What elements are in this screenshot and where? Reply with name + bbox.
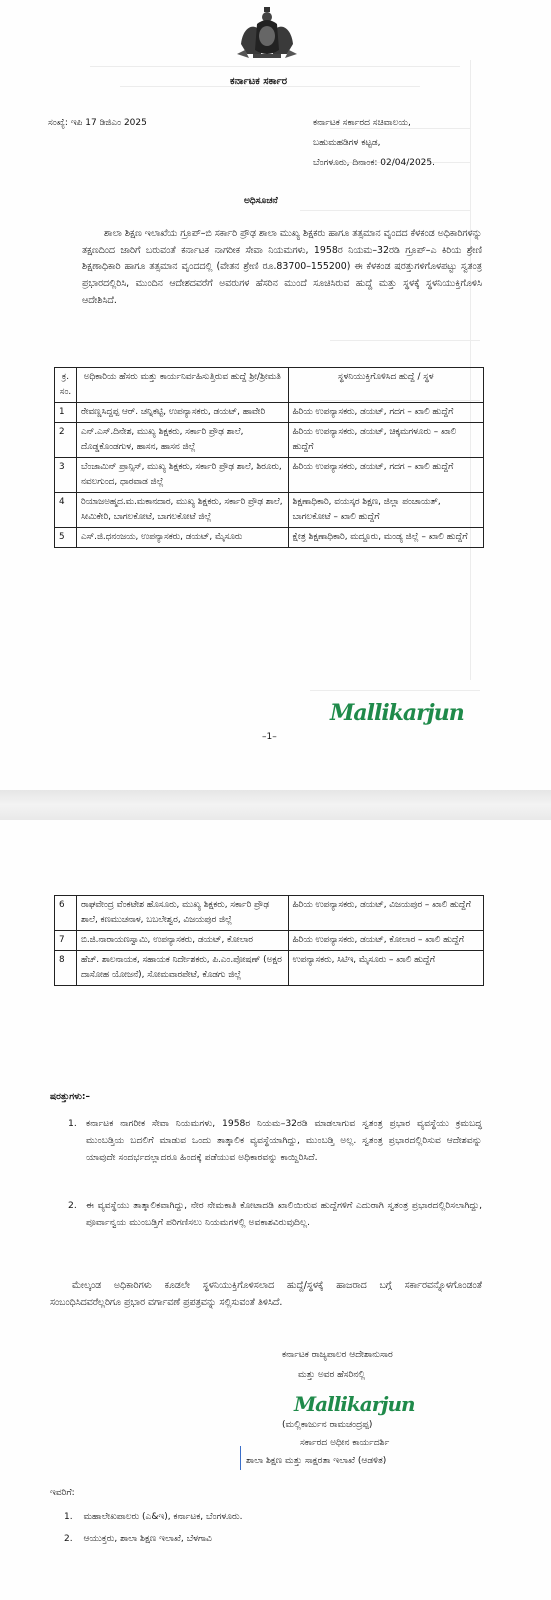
posting-cell: ಉಪನ್ಯಾಸಕರು, ಸಿಟಿಇ, ಮೈಸೂರು – ಖಾಲಿ ಹುದ್ದೆಗೆ [288,951,484,986]
table-row [55,896,484,931]
table-row [55,951,484,986]
condition-item [68,1116,482,1166]
posting-table-continued [54,895,484,986]
office-address-date: ಬೆಂಗಳೂರು, ದಿನಾಂಕ: 02/04/2025. [313,158,435,168]
conditions-heading: ಷರತ್ತುಗಳು:– [50,1092,90,1102]
signature-handwritten: Mallikarjun [330,700,464,726]
document-page-1 [0,0,551,790]
order-number: ಸಂಖ್ಯೆ: ಇಪಿ 17 ಡಿಜಿಎಂ 2025 [48,118,147,128]
notification-body: ಶಾಲಾ ಶಿಕ್ಷಣ ಇಲಾಖೆಯ ಗ್ರೂಪ್–ಬಿ ಸರ್ಕಾರಿ ಪ್ರೌಢ ಶಾಲಾ ಮುಖ್ಯ ಶಿಕ್ಷಕರು ಹಾಗೂ ತತ್ಸಮಾನ ವೃಂದದ ಕೆಳಕಂಡ ಅಧಿಕಾರಿಗಳನ್ನು ತಕ್ಷಣದಿಂದ ಜಾರಿಗೆ ಬರುವಂತೆ ಕರ್ನಾಟಕ ನಾಗರೀಕ ಸೇವಾ ನಿಯಮಗಳು, 1958ರ ನಿಯಮ–32ರಡಿ ಗ್ರೂಪ್–ಎ ಕಿರಿಯ ಶ್ರೇಣಿ ಶಿಕ್ಷಣಾಧಿಕಾರಿ ಹಾಗೂ ತತ್ಸಮಾನ ವೃಂದದಲ್ಲಿ (ವೇತನ ಶ್ರೇಣಿ ರೂ.83700–155200) ಈ ಕೆಳಕಂಡ ಷರತ್ತುಗಳಿಗೊಳಪಟ್ಟು ಸ್ವತಂತ್ರ ಪ್ರಭಾರದಲ್ಲಿರಿಸಿ, ಮುಂದಿನ ಆದೇಶದವರೆಗೆ ಅವರುಗಳ ಹೆಸರಿನ ಮುಂದೆ ಸೂಚಿಸಿರುವ ಹುದ್ದೆ ಮತ್ತು ಸ್ಥಳಕ್ಕೆ ಸ್ಥಳನಿಯುಕ್ತಿಗೊಳಿಸಿ ಆದೇಶಿಸಿದೆ. [82,228,482,306]
margin-mark [240,1446,241,1470]
condition-number: 1. [68,1118,77,1129]
table-row [55,458,484,493]
document-page-2 [0,820,551,1600]
condition-number: 2. [68,1200,77,1211]
recipient-item [64,1534,212,1544]
closing-paragraph: ಮೇಲ್ಕಂಡ ಅಧಿಕಾರಿಗಳು ಕೂಡಲೇ ಸ್ಥಳನಿಯುಕ್ತಿಗೊಳಿಸಲಾದ ಹುದ್ದೆ/ಸ್ಥಳಕ್ಕೆ ಹಾಜರಾದ ಬಗ್ಗೆ ಸರ್ಕಾರವನ್ನೊಳಗೊಂಡಂತೆ ಸಂಬಂಧಿಸಿದವರೆಲ್ಲರಿಗೂ ಪ್ರಭಾರ ವರ್ಗಾವಣೆ ಪ್ರಪತ್ರವನ್ನು ಸಲ್ಲಿಸುವಂತೆ ತಿಳಿಸಿದೆ. [50,1280,482,1308]
authority-line2: ಮತ್ತು ಅವರ ಹೆಸರಿನಲ್ಲಿ [298,1370,366,1380]
table-row [55,423,484,458]
recipient-number: 2. [64,1534,73,1544]
signatory-name: (ಮಲ್ಲಿಕಾರ್ಜುನ ರಾಮಚಂದ್ರಪ್ಪ) [282,1420,373,1430]
posting-table [54,367,484,548]
office-address-line2: ಬಹುಮಹಡಿಗಳ ಕಟ್ಟಡ, [313,138,381,148]
condition-text: ಈ ವ್ಯವಸ್ಥೆಯು ತಾತ್ಕಾಲಿಕವಾಗಿದ್ದು, ನೇರ ನೇಮಕಾತಿ ಕೋಟಾದಡಿ ಖಾಲಿಯಿರುವ ಹುದ್ದೆಗಳಿಗೆ ಎದುರಾಗಿ ಸ್ವತಂತ್ರ ಪ್ರಭಾರದಲ್ಲಿರಿಸಲಾಗಿದ್ದು, ಪೂರ್ವಾನ್ವಯ ಮುಂಬಡ್ತಿಗೆ ಪರಿಗಣಿಸಲು ನಿಯಮಗಳಲ್ಲಿ ಅವಕಾಶವಿರುವುದಿಲ್ಲ. [86,1200,482,1228]
recipients-heading: ಇವರಿಗೆ: [50,1488,75,1498]
page-number: –1– [262,732,277,742]
posting-cell: ಹಿರಿಯ ಉಪನ್ಯಾಸಕರು, ಡಯಟ್, ಕೋಲಾರ – ಖಾಲಿ ಹುದ್ದೆಗೆ [288,931,484,951]
row-number: 2 [55,423,77,458]
officer-cell: ರೇವಣ್ಣಸಿದ್ದಪ್ಪ ಆರ್. ಚನ್ನಿಕಟ್ಟಿ, ಉಪನ್ಯಾಸಕರು, ಡಯಟ್, ಹಾವೇರಿ [76,403,288,423]
officer-cell: ಬೆಂಜಾಮಿನ್ ಪ್ರಾನ್ಸಿಸ್, ಮುಖ್ಯ ಶಿಕ್ಷಕರು, ಸರ್ಕಾರಿ ಪ್ರೌಢ ಶಾಲೆ, ಶಿರೂರು, ನವಲಗುಂದ, ಧಾರವಾಡ ಜಿಲ್ಲೆ [76,458,288,493]
column-header-posting: ಸ್ಥಳನಿಯುಕ್ತಿಗೊಳಿಸಿದ ಹುದ್ದೆ / ಸ್ಥಳ [288,368,483,403]
officer-cell: ಎನ್.ಎಸ್.ದಿನೇಶ, ಮುಖ್ಯ ಶಿಕ್ಷಕರು, ಸರ್ಕಾರಿ ಪ್ರೌಢ ಶಾಲೆ, ದೊಡ್ಡಕೊಂಡಗುಳ, ಹಾಸನ, ಹಾಸನ ಜಿಲ್ಲೆ [76,423,288,458]
table-row [55,931,484,951]
recipient-item [64,1512,242,1522]
table-header-row [55,368,484,403]
posting-cell: ಹಿರಿಯ ಉಪನ್ಯಾಸಕರು, ಡಯಟ್, ವಿಜಯಪುರ – ಖಾಲಿ ಹುದ್ದೆಗೆ [288,896,484,931]
signatory-designation: ಸರ್ಕಾರದ ಅಧೀನ ಕಾರ್ಯದರ್ಶಿ [300,1438,390,1448]
condition-item [68,1198,482,1232]
posting-cell: ಕ್ಷೇತ್ರ ಶಿಕ್ಷಣಾಧಿಕಾರಿ, ಮದ್ದೂರು, ಮಂಡ್ಯ ಜಿಲ್ಲೆ – ಖಾಲಿ ಹುದ್ದೆಗೆ [288,528,483,548]
authority-line1: ಕರ್ನಾಟಕ ರಾಜ್ಯಪಾಲರ ಆದೇಶಾನುಸಾರ [282,1350,393,1360]
office-address-line1: ಕರ್ನಾಟಕ ಸರ್ಕಾರದ ಸಚಿವಾಲಯ, [313,118,411,128]
posting-cell: ಶಿಕ್ಷಣಾಧಿಕಾರಿ, ವಯಸ್ಕರ ಶಿಕ್ಷಣ, ಜಿಲ್ಲಾ ಪಂಚಾಯತ್, ಬಾಗಲಕೋಟೆ – ಖಾಲಿ ಹುದ್ದೆಗೆ [288,493,483,528]
posting-cell: ಹಿರಿಯ ಉಪನ್ಯಾಸಕರು, ಡಯಟ್, ಚಿಕ್ಕಮಗಳೂರು – ಖಾಲಿ ಹುದ್ದೆಗೆ [288,423,483,458]
column-header-no: ಕ್ರ. ಸಂ. [55,368,77,403]
recipient-number: 1. [64,1512,73,1522]
signatory-department: ಶಾಲಾ ಶಿಕ್ಷಣ ಮತ್ತು ಸಾಕ್ಷರತಾ ಇಲಾಖೆ (ಆಡಳಿತ) [246,1456,387,1466]
page-separator [0,790,551,820]
officer-cell: ಎಸ್.ಜಿ.ಧನಂಜಯ, ಉಪನ್ಯಾಸಕರು, ಡಯಟ್, ಮೈಸೂರು [76,528,288,548]
signature-handwritten: Mallikarjun [294,1392,415,1416]
posting-cell: ಹಿರಿಯ ಉಪನ್ಯಾಸಕರು, ಡಯಟ್, ಗದಗ – ಖಾಲಿ ಹುದ್ದೆಗೆ [288,458,483,493]
recipient-text: ಮಹಾಲೇಖಪಾಲರು (ಎ&ಇ), ಕರ್ನಾಟಕ, ಬೆಂಗಳೂರು. [83,1512,243,1522]
table-row [55,403,484,423]
government-title: ಕರ್ನಾಟಕ ಸರ್ಕಾರ [230,76,288,87]
row-number: 8 [55,951,77,986]
officer-cell: ಬಿ.ಜಿ.ನಾರಾಯಣಸ್ವಾಮಿ, ಉಪನ್ಯಾಸಕರು, ಡಯಟ್, ಕೋಲಾರ [76,931,288,951]
table-row [55,493,484,528]
officer-cell: ರಿಯಾಜಅಹ್ಮದ.ಮ.ಮಕಾನದಾರ, ಮುಖ್ಯ ಶಿಕ್ಷಕರು, ಸರ್ಕಾರಿ ಪ್ರೌಢ ಶಾಲೆ, ಸೀಮಿಕೇರಿ, ಬಾಗಲಕೋಟೆ, ಬಾಗಲಕೋಟೆ ಜಿಲ್ಲೆ [76,493,288,528]
officer-cell: ಹೆಚ್. ಶಾಲನಾಯಕ, ಸಹಾಯಕ ನಿರ್ದೇಶಕರು, ಪಿ.ಎಂ.ಪೋಷಣ್ (ಅಕ್ಷರ ದಾಸೋಹ ಯೋಜನೆ), ಸೋಮವಾರಪೇಟೆ, ಕೊಡಗು ಜಿಲ್ಲೆ [76,951,288,986]
row-number: 1 [55,403,77,423]
row-number: 5 [55,528,77,548]
table-row [55,528,484,548]
row-number: 6 [55,896,77,931]
row-number: 4 [55,493,77,528]
row-number: 7 [55,931,77,951]
row-number: 3 [55,458,77,493]
posting-cell: ಹಿರಿಯ ಉಪನ್ಯಾಸಕರು, ಡಯಟ್, ಗದಗ – ಖಾಲಿ ಹುದ್ದೆಗೆ [288,403,483,423]
condition-text: ಕರ್ನಾಟಕ ನಾಗರೀಕ ಸೇವಾ ನಿಯಮಗಳು, 1958ರ ನಿಯಮ–32ರಡಿ ಮಾಡಲಾಗುವ ಸ್ವತಂತ್ರ ಪ್ರಭಾರ ವ್ಯವಸ್ಥೆಯು ಕ್ರಮಬದ್ಧ ಮುಂಬಡ್ತಿಯ ಬದಲಿಗೆ ಮಾಡುವ ಒಂದು ತಾತ್ಕಾಲಿಕ ವ್ಯವಸ್ಥೆಯಾಗಿದ್ದು, ಮುಂಬಡ್ತಿ ಅಲ್ಲ. ಸ್ವತಂತ್ರ ಪ್ರಭಾರದಲ್ಲಿರಿಸುವ ಆದೇಶವನ್ನು ಯಾವುದೇ ಸಂದರ್ಭದಲ್ಲಾದರೂ ಹಿಂದಕ್ಕೆ ಪಡೆಯುವ ಅಧಿಕಾರವನ್ನು ಕಾಯ್ದಿರಿಸಿದೆ. [86,1118,482,1163]
column-header-officer: ಅಧಿಕಾರಿಯ ಹೆಸರು ಮತ್ತು ಕಾರ್ಯನಿರ್ವಹಿಸುತ್ತಿರುವ ಹುದ್ದೆ ಶ್ರೀ/ಶ್ರೀಮತಿ [76,368,288,403]
officer-cell: ರಾಘವೇಂದ್ರ ವೆಂಕಟೇಶ ಹೊಸೂರು, ಮುಖ್ಯ ಶಿಕ್ಷಕರು, ಸರ್ಕಾರಿ ಪ್ರೌಢ ಶಾಲೆ, ಕಣಮುಚನಾಳ, ಬಬಲೇಶ್ವರ, ವಿಜಯಪುರ ಜಿಲ್ಲೆ [76,896,288,931]
karnataka-emblem-icon [233,6,301,64]
notification-title: ಅಧಿಸೂಚನೆ [244,196,278,206]
recipient-text: ಆಯುಕ್ತರು, ಶಾಲಾ ಶಿಕ್ಷಣ ಇಲಾಖೆ, ಬೆಳಗಾವಿ [83,1534,212,1544]
